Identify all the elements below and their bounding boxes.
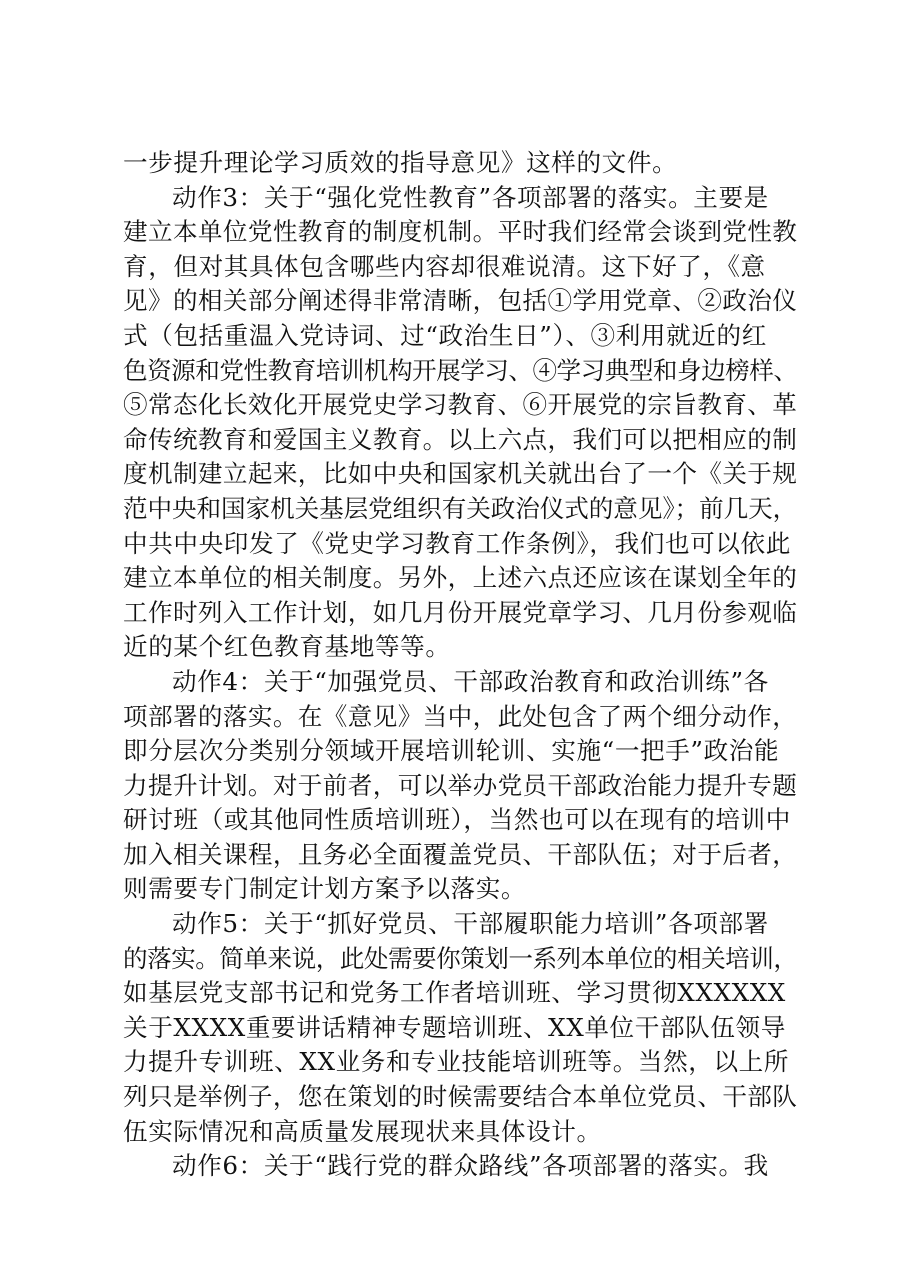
text-line: 力提升计划。对于前者，可以举办党员干部政治能力提升专题 [123,770,798,800]
text-line: 加入相关课程，且务必全面覆盖党员、干部队伍；对于后者， [123,839,798,869]
text-line: 关于XXXX重要讲话精神专题培训班、XX单位干部队伍领导 [123,1012,786,1042]
text-line: 育，但对其具体包含哪些内容却很难说清。这下好了，《意 [123,251,766,281]
text-line: 命传统教育和爱国主义教育。以上六点，我们可以把相应的制 [123,424,798,454]
text-line: 则需要专门制定计划方案予以落实。 [123,874,527,904]
text-line: 研讨班（或其他同性质培训班），当然也可以在现有的培训中 [123,805,791,835]
text-line: 范中央和国家机关基层党组织有关政治仪式的意见》；前几天， [123,493,798,523]
text-line: 近的某个红色教育基地等等。 [123,632,451,662]
text-line: 建立本单位的相关制度。另外，上述六点还应该在谋划全年的 [123,563,798,593]
text-line: 项部署的落实。在《意见》当中，此处包含了两个细分动作， [123,701,798,731]
text-line: 动作3：关于“强化党性教育”各项部署的落实。主要是 [172,182,769,212]
text-line: 见》的相关部分阐述得非常清晰，包括①学用党章、②政治仪 [123,286,798,316]
text-line: 动作5：关于“抓好党员、干部履职能力培训”各项部署 [172,909,769,939]
text-line: 度机制建立起来，比如中央和国家机关就出台了一个《关于规 [123,459,798,489]
text-line: 工作时列入工作计划，如几月份开展党章学习、几月份参观临 [123,597,798,627]
text-line: 即分层次分类别分领域开展培训轮训、实施“一把手”政治能 [123,736,780,766]
text-line: 力提升专训班、XX业务和专业技能培训班等。当然，以上所 [123,1047,790,1077]
text-line: 动作4：关于“加强党员、干部政治教育和政治训练”各 [172,666,769,696]
text-line: 色资源和党性教育培训机构开展学习、④学习典型和身边榜样、 [123,355,798,385]
text-line: 的落实。简单来说，此处需要你策划一系列本单位的相关培训， [123,943,798,973]
text-line: ⑤常态化长效化开展党史学习教育、⑥开展党的宗旨教育、革 [123,390,798,420]
text-line: 中共中央印发了《党史学习教育工作条例》，我们也可以依此 [123,528,791,558]
text-line: 动作6：关于“践行党的群众路线”各项部署的落实。我 [172,1151,769,1181]
text-line: 式（包括重温入党诗词、过“政治生日”）、③利用就近的红 [123,320,767,350]
text-line: 一步提升理论学习质效的指导意见》这样的文件。 [123,148,678,177]
text-line: 如基层党支部书记和党务工作者培训班、学习贯彻XXXXXX [123,978,786,1008]
text-line: 列只是举例子，您在策划的时候需要结合本单位党员、干部队 [123,1082,798,1112]
text-line: 伍实际情况和高质量发展现状来具体设计。 [123,1116,602,1146]
text-line: 建立本单位党性教育的制度机制。平时我们经常会谈到党性教 [123,217,798,247]
document-body [123,146,797,1184]
